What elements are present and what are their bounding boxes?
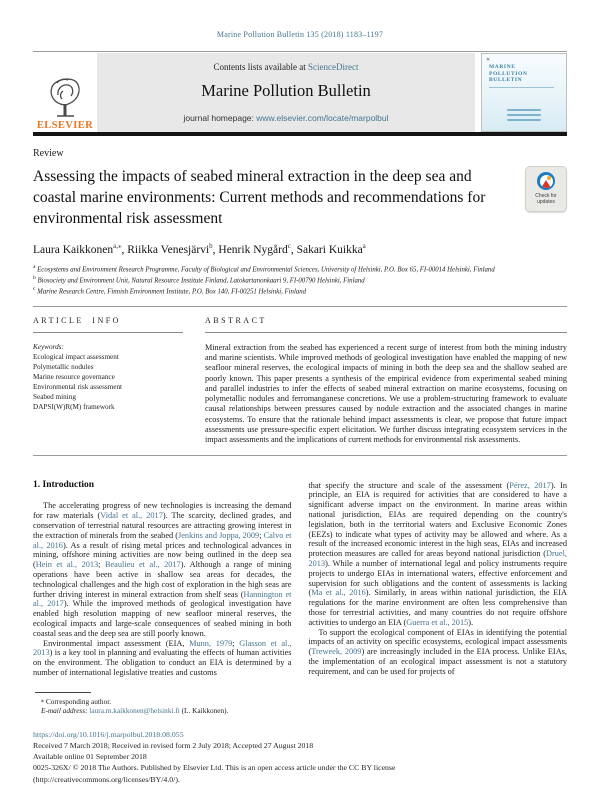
check-for-updates-label: Check for updates (535, 193, 557, 205)
abstract-rule (205, 332, 567, 333)
intro-paragraph-4: To support the ecological component of EIAs in identifying the potential impacts of an activity on specific ecosystems, ecological impact assessments (Treweek, 2009) are increasingly included in the EIA process. Unlike EIAs, the implementation of an ecological impact assessment is not a statutory requirement, and can be used for projects of (308, 627, 567, 676)
article-title: Assessing the impacts of seabed mineral extraction in the deep sea and coastal marine environments: Current methods and recommendations for environmental risk assessment (33, 168, 486, 227)
body-columns (33, 481, 567, 716)
elsevier-wordmark: ELSEVIER (36, 120, 94, 131)
citation-link[interactable]: Beaulieu et al., 2017 (104, 560, 181, 570)
section-heading-introduction: 1. Introduction (33, 479, 95, 490)
author-1: Laura Kaikkonen$^{a,⁎}$, (33, 242, 128, 256)
intro-paragraph-2: Environmental impact assessment (EIA, Munn, 1979; Glasson et al., 2013) is a key tool in planning and evaluating the effects of human activities on the environment. The obligation to conduct an EIA is determined by a number of international legislative treaties and customs (33, 638, 292, 677)
intro-paragraph-3: that specify the structure and scale of the assessment (Pérez, 2017). In principle, an EIA is required for activities that are considered to have a significant adverse impact on the environment. In marine areas within national jurisdiction, EIAs are required depending on the country's legislation, both in the territorial waters and Exclusive Economic Zones (EEZs) to indicate what types of activity may be allowed and where. As a result of the increased economic interest in the high seas, EIAs and increased protection measures are called for areas beyond national jurisdiction (Druel, 2013). While a number of international legal and policy instruments require projects to undergo EIAs in international waters, effective enforcement and supervision for such obligations and the content of assessments is lacking (Ma et al., 2016). Similarly, in areas within national jurisdiction, the EIA regulations for the marine environment are often less comprehensive than those for terrestrial activities, and many countries do not require offshore activities to undergo an EIA (Guerra et al., 2015). (308, 480, 568, 627)
cover-corner-mark: ✕ (486, 58, 491, 63)
check-for-updates-badge[interactable] (525, 166, 567, 212)
citation-link[interactable]: Glasson et al., 2013 (33, 638, 292, 658)
journal-cover-thumbnail[interactable] (481, 53, 567, 132)
document-footer (33, 729, 567, 785)
footnote-block (33, 692, 291, 716)
citation-link[interactable]: Pérez, 2017 (509, 480, 551, 490)
body-column-right (309, 481, 568, 716)
affiliations (33, 263, 567, 297)
abstract-bottom-rule (33, 455, 567, 456)
article-info-heading: ARTICLE INFO (33, 315, 121, 325)
keyword: Environmental risk assessment (33, 382, 123, 391)
affiliation-a: $^a$ Ecosystems and Environment Research Programme, Faculty of Biological and Environmental Sciences, University of Helsinki, P.O. Box 65, FI-00014 Helsinki, Finland (33, 263, 495, 274)
received-dates: Received 7 March 2018; Received in revised form 2 July 2018; Accepted 27 August 2018 (33, 740, 314, 750)
citation-link[interactable]: Druel, 2013 (308, 549, 567, 568)
intro-paragraph-1: The accelerating progress of new technologies is increasing the demand for raw materials (Vidal et al., 2017). The scarcity, declined grades, and conservation of terrestrial natural resources are attracting growing interest in the extraction of minerals from the seabed (Jenkins and Joppa, 2009; Calvo et al., 2016). As a result of rising metal prices and technological advances in mining, offshore mining activities are now being outlined in the deep sea (Hein et al., 2013; Beaulieu et al., 2017). Although a range of mining operations have been active in shallow sea areas for decades, the technological challenges and the high cost of exploration in the high seas are further driving interest in mineral extraction from shelf seas (Hannington et al., 2017). While the improved methods of geological investigation have enabled high resolution mapping of new seafloor mineral reserves, the ecological impacts and large-scale consequences of seabed mining in both coastal seas and the deep sea are still poorly known. (33, 501, 292, 638)
doi-link[interactable]: https://doi.org/10.1016/j.marpolbul.2018.08.055 (33, 729, 184, 739)
article-type-label: Review (33, 148, 64, 159)
email-link[interactable]: laura.m.kaikkonen@helsinki.fi (89, 706, 180, 716)
journal-header (33, 53, 567, 132)
keyword: Marine resource governance (33, 372, 115, 381)
body-column-left (33, 481, 292, 716)
elsevier-tree-icon (44, 71, 86, 119)
authors-line (33, 242, 567, 256)
affiliation-c: $^c$ Marine Research Centre, Finnish Environment Institute, P.O. Box 140, FI-00251 Helsinki, Finland (33, 286, 307, 296)
header-black-bar (33, 132, 567, 136)
cover-title: MARINE POLLUTION BULLETIN (489, 64, 528, 83)
keyword: Polymetallic nodules (33, 362, 94, 371)
license-line: (http://creativecommons.org/licenses/BY/4.0/). (33, 774, 180, 784)
citation-link[interactable]: Calvo et al., 2016 (33, 530, 292, 550)
contents-prefix: Contents lists available at (213, 62, 308, 72)
citation-link[interactable]: Guerra et al., 2015 (406, 617, 469, 627)
author-4: Sakari Kuikka$^a$ (296, 242, 366, 256)
email-label: E-mail address: (41, 706, 90, 716)
homepage-line (97, 113, 475, 123)
journal-banner (97, 53, 475, 132)
keywords-block (33, 342, 183, 412)
journal-title: Marine Pollution Bulletin (201, 81, 371, 100)
keyword: DAPSI(W)R(M) framework (33, 402, 115, 411)
cover-rule (489, 87, 554, 88)
journal-citation: Marine Pollution Bulletin 135 (2018) 1183–1197 (216, 30, 384, 39)
author-2: Riikka Venesjärvi$^b$, (127, 242, 219, 256)
info-section-top-rule (33, 306, 567, 307)
sciencedirect-link[interactable]: ScienceDirect (308, 62, 359, 72)
abstract-heading: ABSTRACT (205, 315, 267, 325)
keywords-label: Keywords: (33, 342, 64, 351)
journal-homepage-link[interactable]: www.elsevier.com/locate/marpolbul (256, 113, 389, 123)
crossmark-icon (537, 172, 555, 190)
homepage-prefix: journal homepage: (183, 113, 257, 123)
contents-line (97, 62, 475, 72)
header-top-rule (33, 51, 567, 52)
citation-link[interactable]: Hein et al., 2013 (35, 560, 99, 570)
citation-link[interactable]: Munn, 1979 (189, 638, 233, 648)
available-online: Available online 01 September 2018 (33, 752, 147, 762)
abstract-column (205, 316, 567, 446)
affiliation-b: $^b$ Biosociety and Environment Unit, Natural Resource Institute Finland, Latokartanonkaari 9, FI-00790 Helsinki, Finland (33, 275, 365, 285)
article-info-column (33, 316, 183, 446)
citation-link[interactable]: Jenkins and Joppa, 2009 (178, 530, 260, 540)
citation-link[interactable]: Hannington et al., 2017 (33, 589, 292, 609)
elsevier-logo[interactable] (33, 53, 97, 132)
citation-link[interactable]: Vidal et al., 2017 (100, 511, 163, 521)
citation-link[interactable]: Treweek, 2009 (311, 647, 362, 657)
author-3: Henrik Nygård$^c$, (218, 242, 297, 256)
cover-bars (507, 106, 541, 121)
footnote-rule (35, 692, 91, 693)
keyword: Seabed mining (33, 392, 76, 401)
abstract-text: Mineral extraction from the seabed has experienced a recent surge of interest from both the mining industry and marine scientists. While improved methods of geological investigation have enabled the mapping of new seafloor mineral reserves, the ecological impacts of mining in both the deep sea and the shallow seabed are poorly known. This paper presents a synthesis of the empirical evidence from experimental seabed mining and parallel industries to infer the effects of seabed mineral extraction on marine ecosystems, focusing on polymetallic nodules and ferromanganese concretions. We use a problem-structuring framework to evaluate causal relationships between pressures caused by nodule extraction and the associated changes in marine ecosystems. To ensure that the rationale behind impact assessments is clear, we propose that future impact assessments use pressure-specific expert elicitation. We further discuss integrating ecosystem services in the impact assessments and the implications of current methods for environmental risk assessments. (205, 342, 567, 445)
corresponding-author-note: ⁎ Corresponding author. E-mail address: laura.m.kaikkonen@helsinki.fi (L. Kaikkonen). (41, 696, 229, 716)
citation-link[interactable]: Ma et al., 2016 (311, 588, 366, 598)
article-info-rule (33, 332, 183, 333)
keyword: Ecological impact assessment (33, 352, 119, 361)
issn-copyright-line: 0025-326X/ © 2018 The Authors. Published by Elsevier Ltd. This is an open access article under the CC BY license (33, 763, 396, 773)
